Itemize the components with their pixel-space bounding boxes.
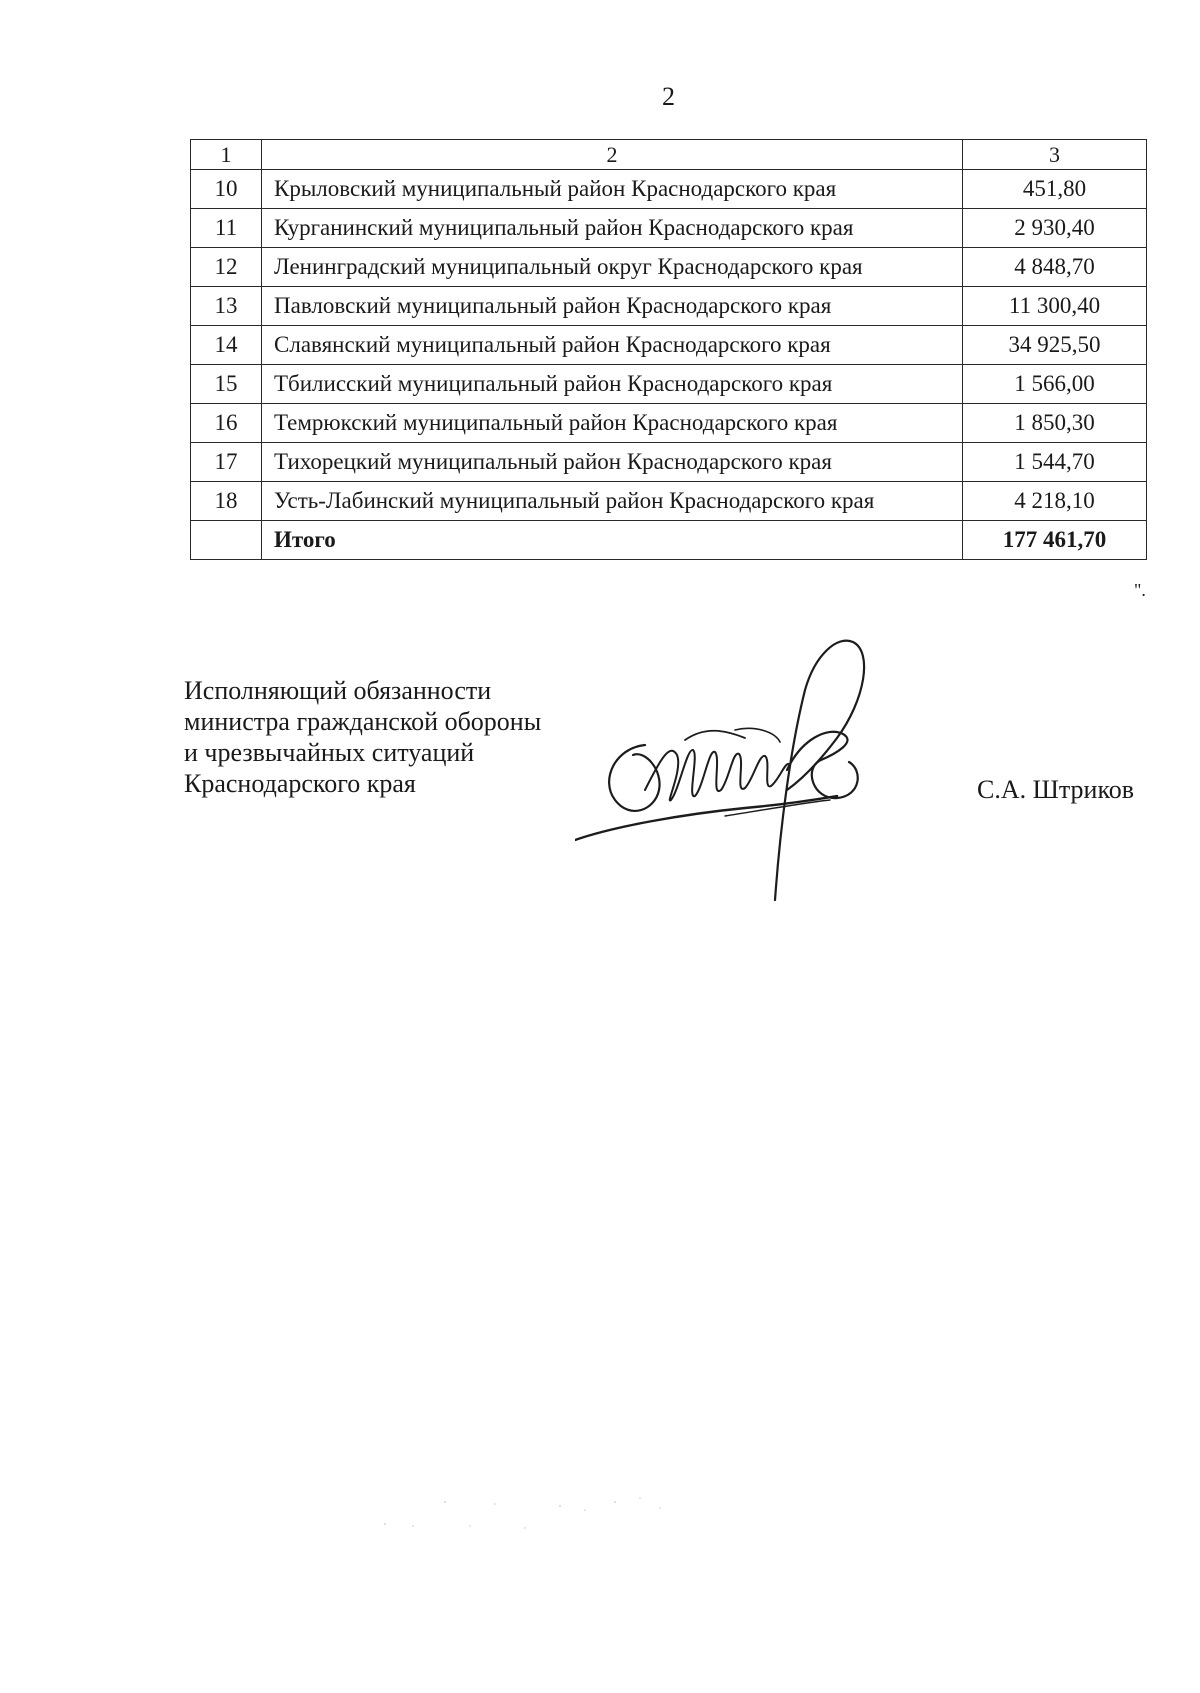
row-number: 16 — [191, 404, 262, 443]
signatory-title-line: Исполняющий обязанности — [184, 676, 492, 705]
signatory-name: С.А. Штриков — [977, 775, 1135, 804]
total-label: Итого — [262, 521, 963, 560]
column-header: 1 — [191, 140, 262, 170]
row-number: 17 — [191, 443, 262, 482]
row-number: 14 — [191, 326, 262, 365]
page-number: 2 — [662, 82, 675, 111]
signatory-title-line: Краснодарского края — [184, 769, 416, 798]
table-header-row — [191, 140, 1147, 170]
row-number: 10 — [191, 170, 262, 209]
municipality-name: Курганинский муниципальный район Краснодарского края — [262, 209, 963, 248]
signatory-title-line: министра гражданской обороны — [184, 707, 542, 736]
total-amount: 177 461,70 — [963, 521, 1147, 560]
table-row — [191, 443, 1147, 482]
column-header: 2 — [262, 140, 963, 170]
table-row — [191, 209, 1147, 248]
table-row — [191, 326, 1147, 365]
signatory-title — [184, 675, 541, 799]
amount: 4 848,70 — [963, 248, 1147, 287]
amount: 1 544,70 — [963, 443, 1147, 482]
amount: 451,80 — [963, 170, 1147, 209]
row-number: 13 — [191, 287, 262, 326]
municipality-name: Усть-Лабинский муниципальный район Краснодарского края — [262, 482, 963, 521]
table-row — [191, 365, 1147, 404]
table-total-row — [191, 521, 1147, 560]
total-number-cell — [191, 521, 262, 560]
row-number: 11 — [191, 209, 262, 248]
row-number: 18 — [191, 482, 262, 521]
table-row — [191, 287, 1147, 326]
municipality-name: Тбилисский муниципальный район Краснодарского края — [262, 365, 963, 404]
amount: 1 566,00 — [963, 365, 1147, 404]
table-row — [191, 248, 1147, 287]
table-row — [191, 404, 1147, 443]
amount: 4 218,10 — [963, 482, 1147, 521]
amount: 2 930,40 — [963, 209, 1147, 248]
table-row — [191, 482, 1147, 521]
municipality-name: Темрюкский муниципальный район Краснодарского края — [262, 404, 963, 443]
closing-quote: ". — [1134, 580, 1146, 600]
municipality-name: Павловский муниципальный район Краснодарского края — [262, 287, 963, 326]
municipality-name: Тихорецкий муниципальный район Краснодарского края — [262, 443, 963, 482]
column-header: 3 — [963, 140, 1147, 170]
amount: 34 925,50 — [963, 326, 1147, 365]
handwritten-signature — [575, 630, 935, 920]
table-row — [191, 170, 1147, 209]
allocation-table — [190, 139, 1147, 560]
row-number: 15 — [191, 365, 262, 404]
amount: 1 850,30 — [963, 404, 1147, 443]
signatory-title-line: и чрезвычайных ситуаций — [184, 738, 475, 767]
amount: 11 300,40 — [963, 287, 1147, 326]
municipality-name: Крыловский муниципальный район Краснодарского края — [262, 170, 963, 209]
municipality-name: Ленинградский муниципальный округ Краснодарского края — [262, 248, 963, 287]
row-number: 12 — [191, 248, 262, 287]
municipality-name: Славянский муниципальный район Краснодарского края — [262, 326, 963, 365]
scan-noise — [375, 1496, 675, 1536]
